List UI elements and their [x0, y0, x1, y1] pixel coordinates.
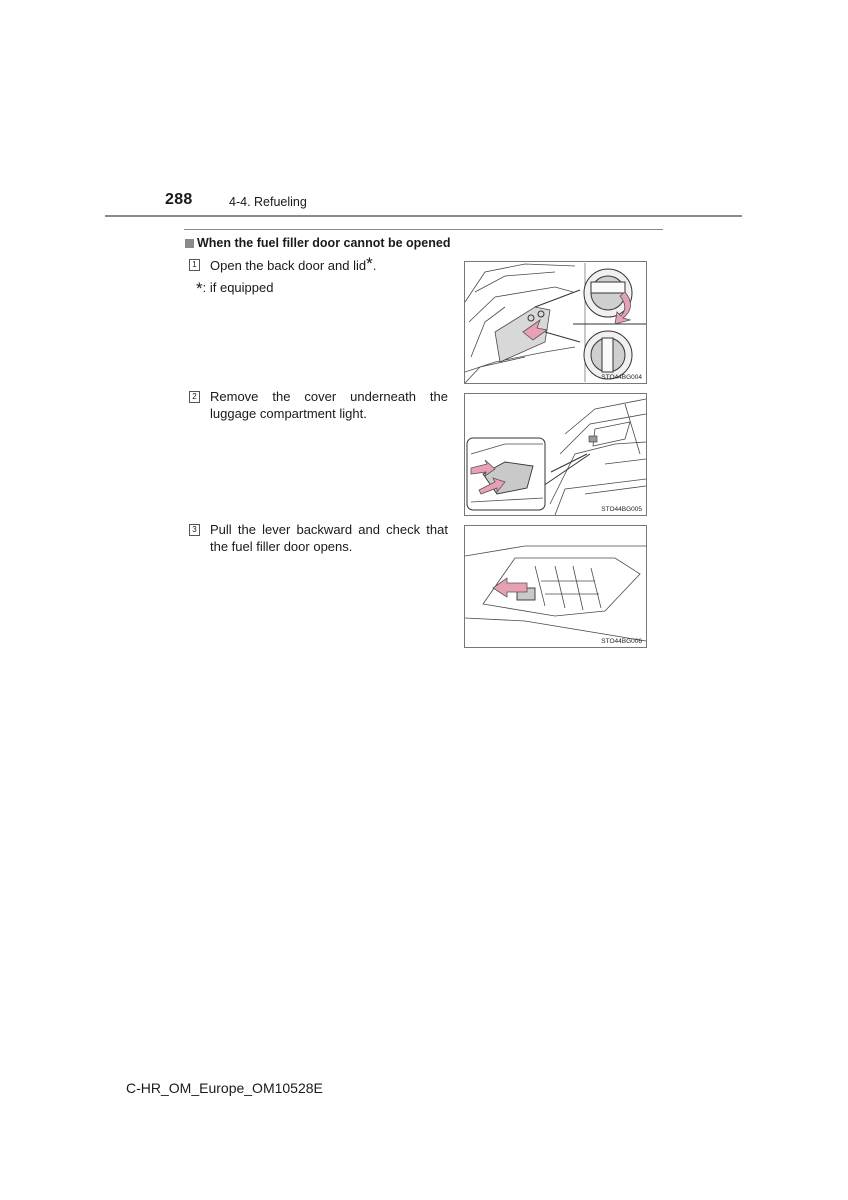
figure-open-lid — [464, 261, 647, 384]
heading-rule — [184, 229, 663, 230]
step-1-text — [210, 254, 377, 275]
document-id: C-HR_OM_Europe_OM10528E — [126, 1080, 323, 1096]
step-number-3: 3 — [189, 524, 200, 536]
step-1-end: . — [372, 258, 377, 273]
figure-remove-cover — [464, 393, 647, 516]
luggage-light-cover-illustration — [465, 394, 646, 515]
step-number-1: 1 — [189, 259, 200, 271]
step-2-text: Remove the cover underneath the luggage compartment light. — [210, 389, 448, 421]
section-title: 4-4. Refueling — [229, 195, 307, 209]
figure-code: STO44BG005 — [601, 506, 642, 513]
section-heading — [185, 236, 450, 250]
footnote-marker: * — [366, 254, 373, 273]
step-1-label: Open the back door and lid — [210, 258, 367, 273]
footnote-star: * — [196, 279, 203, 298]
step-3-text: Pull the lever backward and check that the fuel filler door opens. — [210, 522, 448, 554]
figure-code: STO44BG004 — [601, 374, 642, 381]
page-number: 288 — [165, 191, 193, 208]
section-heading-text: When the fuel filler door cannot be opened — [197, 236, 451, 250]
footnote-text: : if equipped — [202, 280, 274, 295]
step-number-2: 2 — [189, 391, 200, 403]
figure-pull-lever — [464, 525, 647, 648]
footnote — [196, 277, 273, 297]
luggage-side-lid-illustration — [465, 262, 646, 383]
header-rule — [105, 215, 742, 217]
figure-code: STO44BG006 — [601, 638, 642, 645]
square-bullet-icon — [185, 239, 194, 248]
fuel-lever-illustration — [465, 526, 646, 647]
